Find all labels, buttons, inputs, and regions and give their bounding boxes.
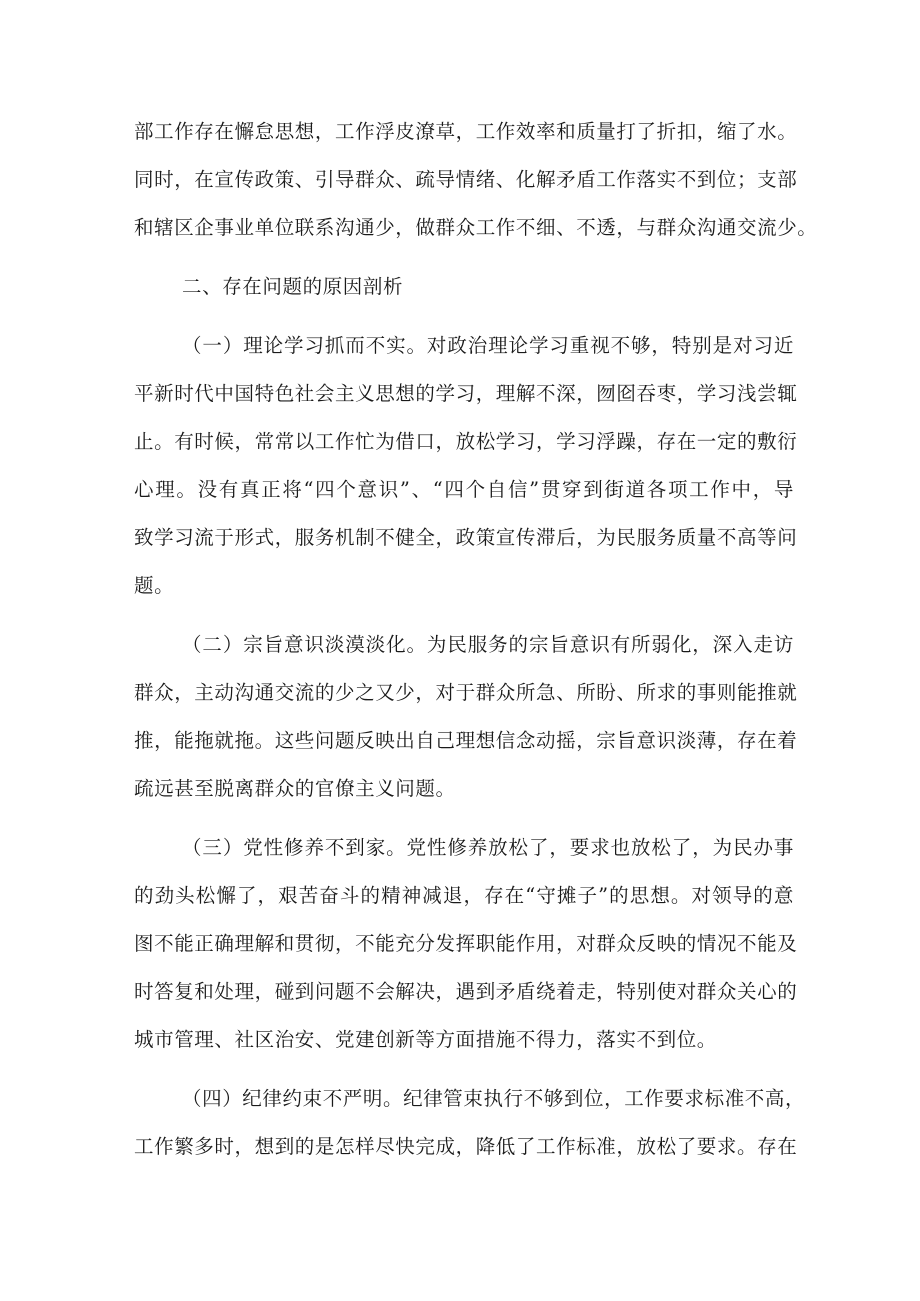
body-text-line: 时答复和处理，碰到问题不会解决，遇到矛盾绕着走，特别使对群众关心的 (134, 980, 798, 1003)
body-text-line: 题。 (134, 574, 175, 597)
body-text-line: 群众，主动沟通交流的少之又少，对于群众所急、所盼、所求的事则能推就 (134, 681, 798, 704)
body-text-line: 疏远甚至脱离群众的官僚主义问题。 (134, 777, 456, 800)
paragraph-first-line: （三）党性修养不到家。党性修养放松了，要求也放松了，为民办事 (182, 836, 794, 859)
body-text-line: 和辖区企事业单位联系沟通少，做群众工作不细、不透，与群众沟通交流少。 (134, 216, 818, 239)
body-text-line: 的劲头松懈了，艰苦奋斗的精神减退，存在“守摊子”的思想。对领导的意 (134, 884, 794, 907)
body-text-line: 心理。没有真正将“四个意识”、“四个自信”贯穿到街道各项工作中，导 (134, 478, 794, 501)
paragraph-first-line: （二）宗旨意识淡漠淡化。为民服务的宗旨意识有所弱化，深入走访 (182, 633, 794, 656)
body-text-line: 同时，在宣传政策、引导群众、疏导情绪、化解矛盾工作落实不到位；支部 (134, 168, 798, 191)
body-text-line: 工作繁多时，想到的是怎样尽快完成，降低了工作标准，放松了要求。存在 (134, 1135, 798, 1158)
section-heading: 二、存在问题的原因剖析 (182, 275, 404, 298)
body-text-line: 平新时代中国特色社会主义思想的学习，理解不深，囫囵吞枣，学习浅尝辄 (134, 382, 798, 405)
body-text-line: 止。有时候，常常以工作忙为借口，放松学习，学习浮躁，存在一定的敷衍 (134, 430, 798, 453)
body-text-line: 图不能正确理解和贯彻，不能充分发挥职能作用，对群众反映的情况不能及 (134, 932, 798, 955)
body-text-line: 致学习流于形式，服务机制不健全，政策宣传滞后，为民服务质量不高等问 (134, 526, 798, 549)
paragraph-first-line: （四）纪律约束不严明。纪律管束执行不够到位，工作要求标准不高， (182, 1087, 806, 1110)
body-text-line: 城市管理、社区治安、党建创新等方面措施不得力，落实不到位。 (134, 1028, 717, 1051)
body-text-line: 推，能拖就拖。这些问题反映出自己理想信念动摇，宗旨意识淡薄，存在着 (134, 729, 798, 752)
body-text-line: 部工作存在懈怠思想，工作浮皮潦草，工作效率和质量打了折扣，缩了水。 (134, 120, 798, 143)
paragraph-first-line: （一）理论学习抓而不实。对政治理论学习重视不够，特别是对习近 (182, 334, 794, 357)
